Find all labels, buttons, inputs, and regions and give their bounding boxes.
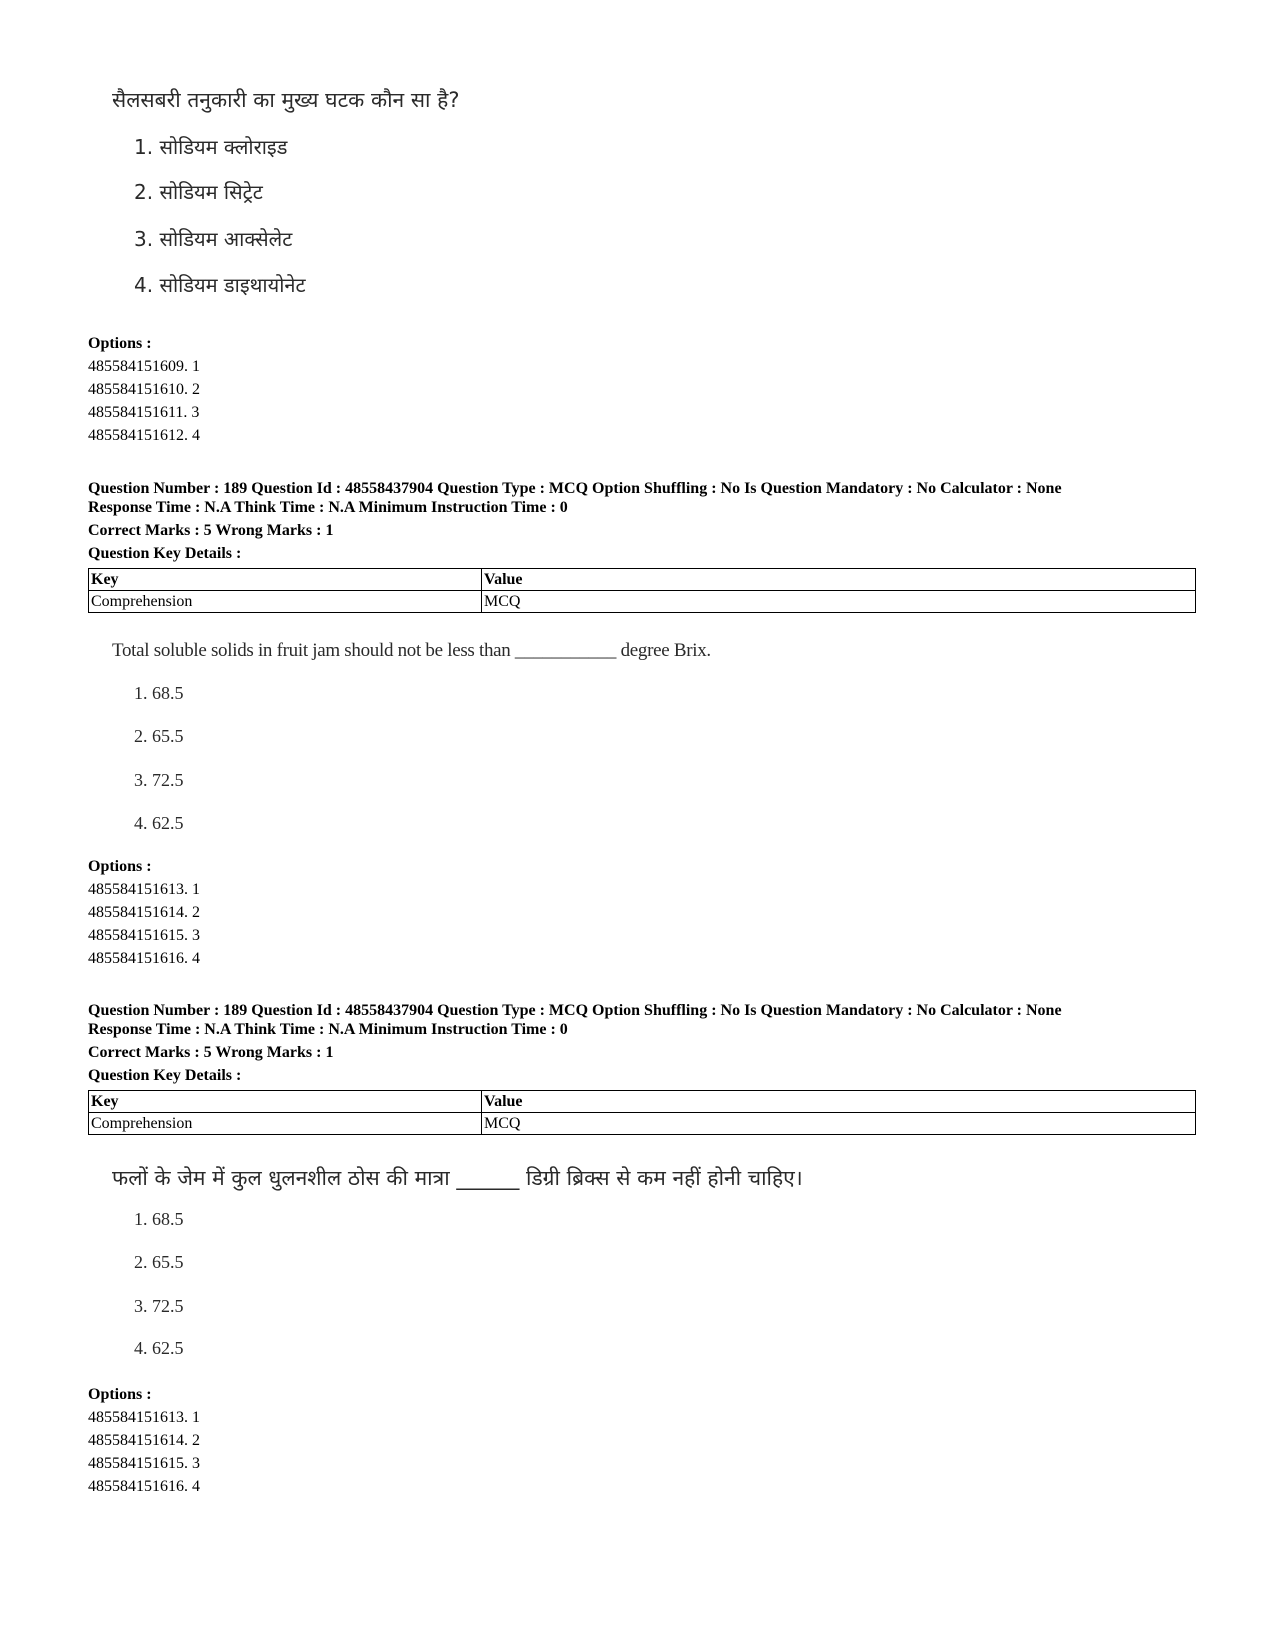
option-id: 485584151614. 2 [88, 1432, 200, 1449]
option-id: 485584151614. 2 [88, 904, 200, 921]
table-row [89, 1113, 1196, 1135]
question-option: 1. 68.5 [134, 683, 184, 703]
table-header-value: Value [482, 569, 1196, 591]
option-id: 485584151613. 1 [88, 881, 200, 898]
table-header-key: Key [89, 1091, 482, 1113]
options-label: Options : [88, 335, 152, 352]
key-details-label: Question Key Details : [88, 1067, 242, 1084]
key-details-table [88, 1090, 1196, 1135]
table-header-row [89, 1091, 1196, 1113]
option-id: 485584151612. 4 [88, 427, 200, 444]
key-details-table [88, 568, 1196, 613]
table-row [89, 591, 1196, 613]
question-option: 4. सोडियम डाइथायोनेट [134, 273, 306, 297]
question-text: Total soluble solids in fruit jam should not be less than ___________ degree Brix. [112, 640, 711, 661]
question-option: 4. 62.5 [134, 1338, 184, 1358]
table-header-key: Key [89, 569, 482, 591]
table-cell-key: Comprehension [89, 591, 482, 613]
question-option: 1. सोडियम क्लोराइड [134, 135, 288, 159]
question-image [112, 1164, 812, 1364]
table-cell-value: MCQ [482, 1113, 1196, 1135]
table-cell-value: MCQ [482, 591, 1196, 613]
option-id: 485584151610. 2 [88, 381, 200, 398]
question-header-timing: Response Time : N.A Think Time : N.A Minimum Instruction Time : 0 [88, 499, 568, 516]
question-option: 4. 62.5 [134, 813, 184, 833]
options-label: Options : [88, 1386, 152, 1403]
question-option: 3. सोडियम आक्सेलेट [134, 227, 293, 251]
option-id: 485584151616. 4 [88, 950, 200, 967]
table-cell-key: Comprehension [89, 1113, 482, 1135]
question-option: 3. 72.5 [134, 770, 184, 790]
question-image [112, 86, 532, 306]
option-id: 485584151616. 4 [88, 1478, 200, 1495]
question-header: Question Number : 189 Question Id : 48558437904 Question Type : MCQ Option Shuffling : No Is Question Mandatory : No Calculator : None [88, 1002, 1062, 1019]
question-option: 1. 68.5 [134, 1209, 184, 1229]
table-header-row [89, 569, 1196, 591]
question-header: Question Number : 189 Question Id : 48558437904 Question Type : MCQ Option Shuffling : No Is Question Mandatory : No Calculator : None [88, 480, 1062, 497]
option-id: 485584151615. 3 [88, 927, 200, 944]
question-option: 2. 65.5 [134, 726, 184, 746]
option-id: 485584151611. 3 [88, 404, 200, 421]
question-text: सैलसबरी तनुकारी का मुख्य घटक कौन सा है? [112, 88, 460, 112]
key-details-label: Question Key Details : [88, 545, 242, 562]
question-option: 3. 72.5 [134, 1296, 184, 1316]
table-header-value: Value [482, 1091, 1196, 1113]
question-marks: Correct Marks : 5 Wrong Marks : 1 [88, 522, 334, 539]
question-option: 2. सोडियम सिट्रेट [134, 180, 263, 204]
option-id: 485584151615. 3 [88, 1455, 200, 1472]
question-option: 2. 65.5 [134, 1252, 184, 1272]
options-label: Options : [88, 858, 152, 875]
question-header-timing: Response Time : N.A Think Time : N.A Minimum Instruction Time : 0 [88, 1021, 568, 1038]
question-marks: Correct Marks : 5 Wrong Marks : 1 [88, 1044, 334, 1061]
question-image [112, 640, 772, 840]
option-id: 485584151613. 1 [88, 1409, 200, 1426]
option-id: 485584151609. 1 [88, 358, 200, 375]
question-text: फलों के जेम में कुल धुलनशील ठोस की मात्रा ______ डिग्री ब्रिक्स से कम नहीं होनी चाहिए। [112, 1166, 803, 1190]
